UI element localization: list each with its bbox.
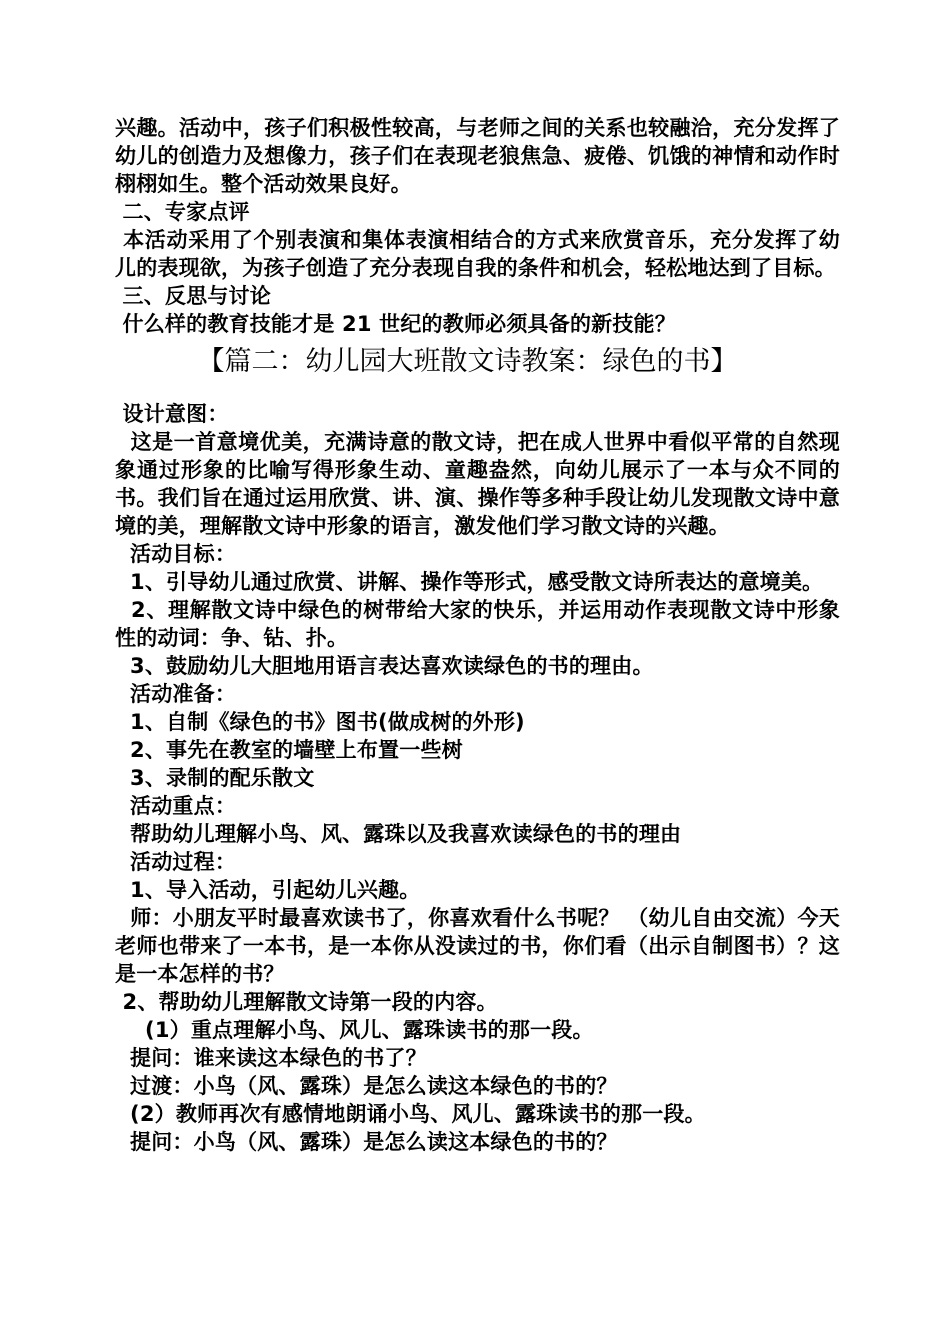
process-step: 2、帮助幼儿理解散文诗第一段的内容。 xyxy=(115,990,498,1014)
process-question: 提问：小鸟（风、露珠）是怎么读这本绿色的书的？ xyxy=(115,1130,618,1154)
process-transition: 过渡：小鸟（风、露珠）是怎么读这本绿色的书的？ xyxy=(115,1074,618,1098)
process-substep: (1）重点理解小鸟、风儿、露珠读书的那一段。 xyxy=(115,1018,594,1042)
expert-review-paragraph: 本活动采用了个别表演和集体表演相结合的方式来欣赏音乐，充分发挥了幼儿的表现欲，为孩子创造了充分表现自我的条件和机会，轻松地达到了目标。 xyxy=(115,228,840,280)
process-label: 活动过程： xyxy=(115,850,237,874)
process-step: 1、导入活动，引起幼儿兴趣。 xyxy=(115,878,421,902)
process-question: 提问：谁来读这本绿色的书了？ xyxy=(115,1046,427,1070)
goals-label: 活动目标： xyxy=(115,542,237,566)
goal-item: 1、引导幼儿通过欣赏、讲解、操作等形式，感受散文诗所表达的意境美。 xyxy=(115,570,824,594)
reflection-heading: 三、反思与讨论 xyxy=(115,284,271,308)
document-page xyxy=(115,114,840,1156)
expert-review-heading: 二、专家点评 xyxy=(115,200,250,224)
goal-item: 2、理解散文诗中绿色的树带给大家的快乐，并运用动作表现散文诗中形象性的动词：争、钻、扑。 xyxy=(115,598,840,650)
process-paragraph: 师：小朋友平时最喜欢读书了，你喜欢看什么书呢？ （幼儿自由交流）今天老师也带来了一本书，是一本你从没读过的书，你们看（出示自制图书）？这是一本怎样的书？ xyxy=(115,906,840,986)
goal-item: 3、鼓励幼儿大胆地用语言表达喜欢读绿色的书的理由。 xyxy=(115,654,654,678)
focus-label: 活动重点： xyxy=(115,794,237,818)
preparation-item: 1、自制《绿色的书》图书(做成树的外形) xyxy=(115,710,525,734)
focus-text: 帮助幼儿理解小鸟、风、露珠以及我喜欢读绿色的书的理由 xyxy=(115,822,682,846)
section-title: 【篇二：幼儿园大班散文诗教案：绿色的书】 xyxy=(197,346,738,377)
preparation-item: 3、录制的配乐散文 xyxy=(115,766,315,790)
process-substep: (2）教师再次有感情地朗诵小鸟、风儿、露珠读书的那一段。 xyxy=(115,1102,706,1126)
preparation-label: 活动准备： xyxy=(115,682,237,706)
reflection-question: 什么样的教育技能才是 21 世纪的教师必须具备的新技能？ xyxy=(115,312,676,336)
design-intent-paragraph: 这是一首意境优美，充满诗意的散文诗，把在成人世界中看似平常的自然现象通过形象的比喻写得形象生动、童趣盎然，向幼儿展示了一本与众不同的书。我们旨在通过运用欣赏、讲、演、操作等多种手段让幼儿发现散文诗中意境的美，理解散文诗中形象的语言，激发他们学习散文诗的兴趣。 xyxy=(115,430,840,538)
intro-paragraph: 兴趣。活动中，孩子们积极性较高，与老师之间的关系也较融洽，充分发挥了幼儿的创造力及想像力，孩子们在表现老狼焦急、疲倦、饥饿的神情和动作时栩栩如生。整个活动效果良好。 xyxy=(115,116,840,196)
design-intent-label: 设计意图： xyxy=(115,402,229,426)
preparation-item: 2、事先在教室的墙壁上布置一些树 xyxy=(115,738,463,762)
